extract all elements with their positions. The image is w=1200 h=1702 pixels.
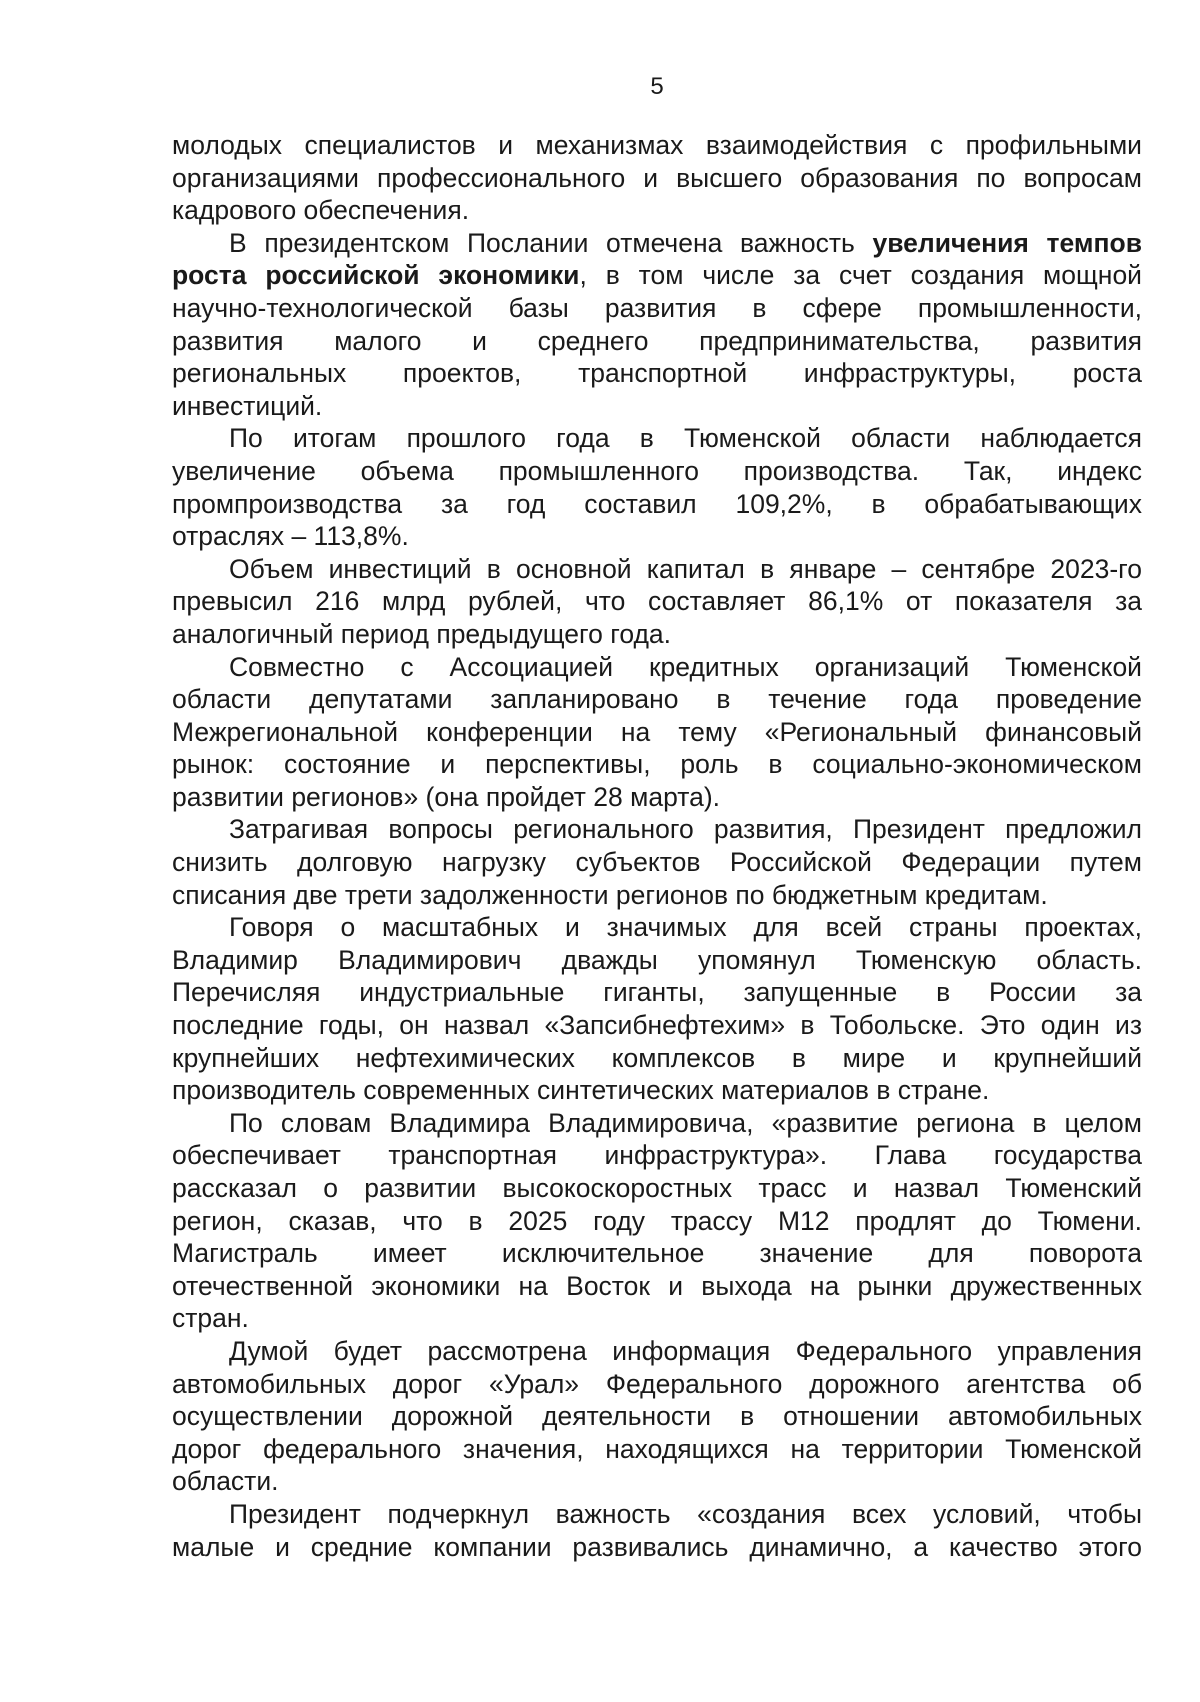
paragraph bbox=[172, 1107, 1142, 1335]
paragraph bbox=[172, 129, 1142, 227]
text-line: Совместно с Ассоциацией кредитных организаций Тюменской bbox=[229, 651, 1142, 682]
text-line: Перечисляя индустриальные гиганты, запущенные в России за bbox=[172, 977, 1142, 1008]
text-line: дорог федерального значения, находящихся на территории Тюменской bbox=[172, 1433, 1142, 1464]
text-line: Межрегиональной конференции на тему «Региональный финансовый bbox=[172, 716, 1142, 747]
paragraph bbox=[172, 227, 1142, 423]
text-line: Думой будет рассмотрена информация Федерального управления bbox=[229, 1335, 1142, 1366]
text-line: развития малого и среднего предпринимательства, развития bbox=[172, 325, 1142, 356]
text-line: региональных проектов, транспортной инфраструктуры, роста bbox=[172, 358, 1142, 389]
text-line: организациями профессионального и высшего образования по вопросам bbox=[172, 162, 1142, 193]
text-line: По итогам прошлого года в Тюменской области наблюдается bbox=[229, 423, 1142, 454]
paragraph bbox=[172, 422, 1142, 552]
text-line: производитель современных синтетических материалов в стране. bbox=[172, 1075, 990, 1106]
text-line: осуществлении дорожной деятельности в отношении автомобильных bbox=[172, 1401, 1142, 1432]
text-line: увеличение объема промышленного производства. Так, индекс bbox=[172, 455, 1142, 486]
text-line: превысил 216 млрд рублей, что составляет 86,1% от показателя за bbox=[172, 586, 1142, 617]
text-line: области. bbox=[172, 1466, 279, 1497]
text-line: последние годы, он назвал «Запсибнефтехим» в Тобольске. Это один из bbox=[172, 1010, 1142, 1041]
text-line: списания две трети задолженности регионов по бюджетным кредитам. bbox=[172, 879, 1048, 910]
text-line: стран. bbox=[172, 1303, 249, 1334]
text-line bbox=[172, 227, 1142, 260]
paragraph bbox=[172, 1335, 1142, 1498]
page-number: 5 bbox=[650, 73, 664, 100]
text-line: кадрового обеспечения. bbox=[172, 195, 470, 226]
paragraph bbox=[172, 813, 1142, 911]
text-line: рассказал о развитии высокоскоростных трасс и назвал Тюменский bbox=[172, 1173, 1142, 1203]
paragraph bbox=[172, 651, 1142, 814]
text-line: Объем инвестиций в основной капитал в январе – сентябре 2023-го bbox=[229, 553, 1142, 584]
text-line: регион, сказав, что в 2025 году трассу М12 продлят до Тюмени. bbox=[172, 1205, 1142, 1236]
text-line: научно-технологической базы развития в сфере промышленности, bbox=[172, 292, 1142, 323]
text-line: развитии регионов» (она пройдет 28 марта). bbox=[172, 781, 721, 812]
text-line: промпроизводства за год составил 109,2%, в обрабатывающих bbox=[172, 488, 1142, 519]
text-line bbox=[172, 259, 1142, 292]
document-body bbox=[172, 129, 1142, 1563]
text-line: Президент подчеркнул важность «создания всех условий, чтобы bbox=[229, 1498, 1142, 1529]
text-line: крупнейших нефтехимических комплексов в мире и крупнейший bbox=[172, 1042, 1142, 1073]
text-line: молодых специалистов и механизмах взаимодействия с профильными bbox=[172, 130, 1142, 160]
bold-text: роста российской экономики bbox=[172, 260, 580, 291]
text-line: отраслях – 113,8%. bbox=[172, 521, 409, 552]
text-line: Говоря о масштабных и значимых для всей страны проектах, bbox=[229, 912, 1142, 943]
text-line: обеспечивает транспортная инфраструктура». Глава государства bbox=[172, 1140, 1142, 1171]
paragraph bbox=[172, 1498, 1142, 1563]
text-line: рынок: состояние и перспективы, роль в социально-экономическом bbox=[172, 749, 1142, 780]
text-line: отечественной экономики на Восток и выхода на рынки дружественных bbox=[172, 1270, 1142, 1301]
text-segment: В президентском Послании отмечена важность bbox=[229, 227, 873, 258]
text-line: Затрагивая вопросы регионального развития, Президент предложил bbox=[229, 814, 1142, 845]
text-segment: , в том числе за счет создания мощной bbox=[579, 260, 1142, 291]
text-line: малые и средние компании развивались динамично, а качество этого bbox=[172, 1531, 1142, 1562]
paragraph bbox=[172, 553, 1142, 651]
bold-text: увеличения темпов bbox=[872, 227, 1142, 258]
text-line: Магистраль имеет исключительное значение для поворота bbox=[172, 1238, 1142, 1269]
text-line: области депутатами запланировано в течение года проведение bbox=[172, 684, 1142, 715]
text-line: автомобильных дорог «Урал» Федерального дорожного агентства об bbox=[172, 1368, 1142, 1399]
text-line: Владимир Владимирович дважды упомянул Тюменскую область. bbox=[172, 944, 1142, 975]
text-line: аналогичный период предыдущего года. bbox=[172, 618, 672, 649]
text-line: снизить долговую нагрузку субъектов Российской Федерации путем bbox=[172, 847, 1142, 878]
text-line: По словам Владимира Владимировича, «развитие региона в целом bbox=[229, 1107, 1142, 1138]
text-line: инвестиций. bbox=[172, 390, 323, 421]
paragraph bbox=[172, 911, 1142, 1107]
